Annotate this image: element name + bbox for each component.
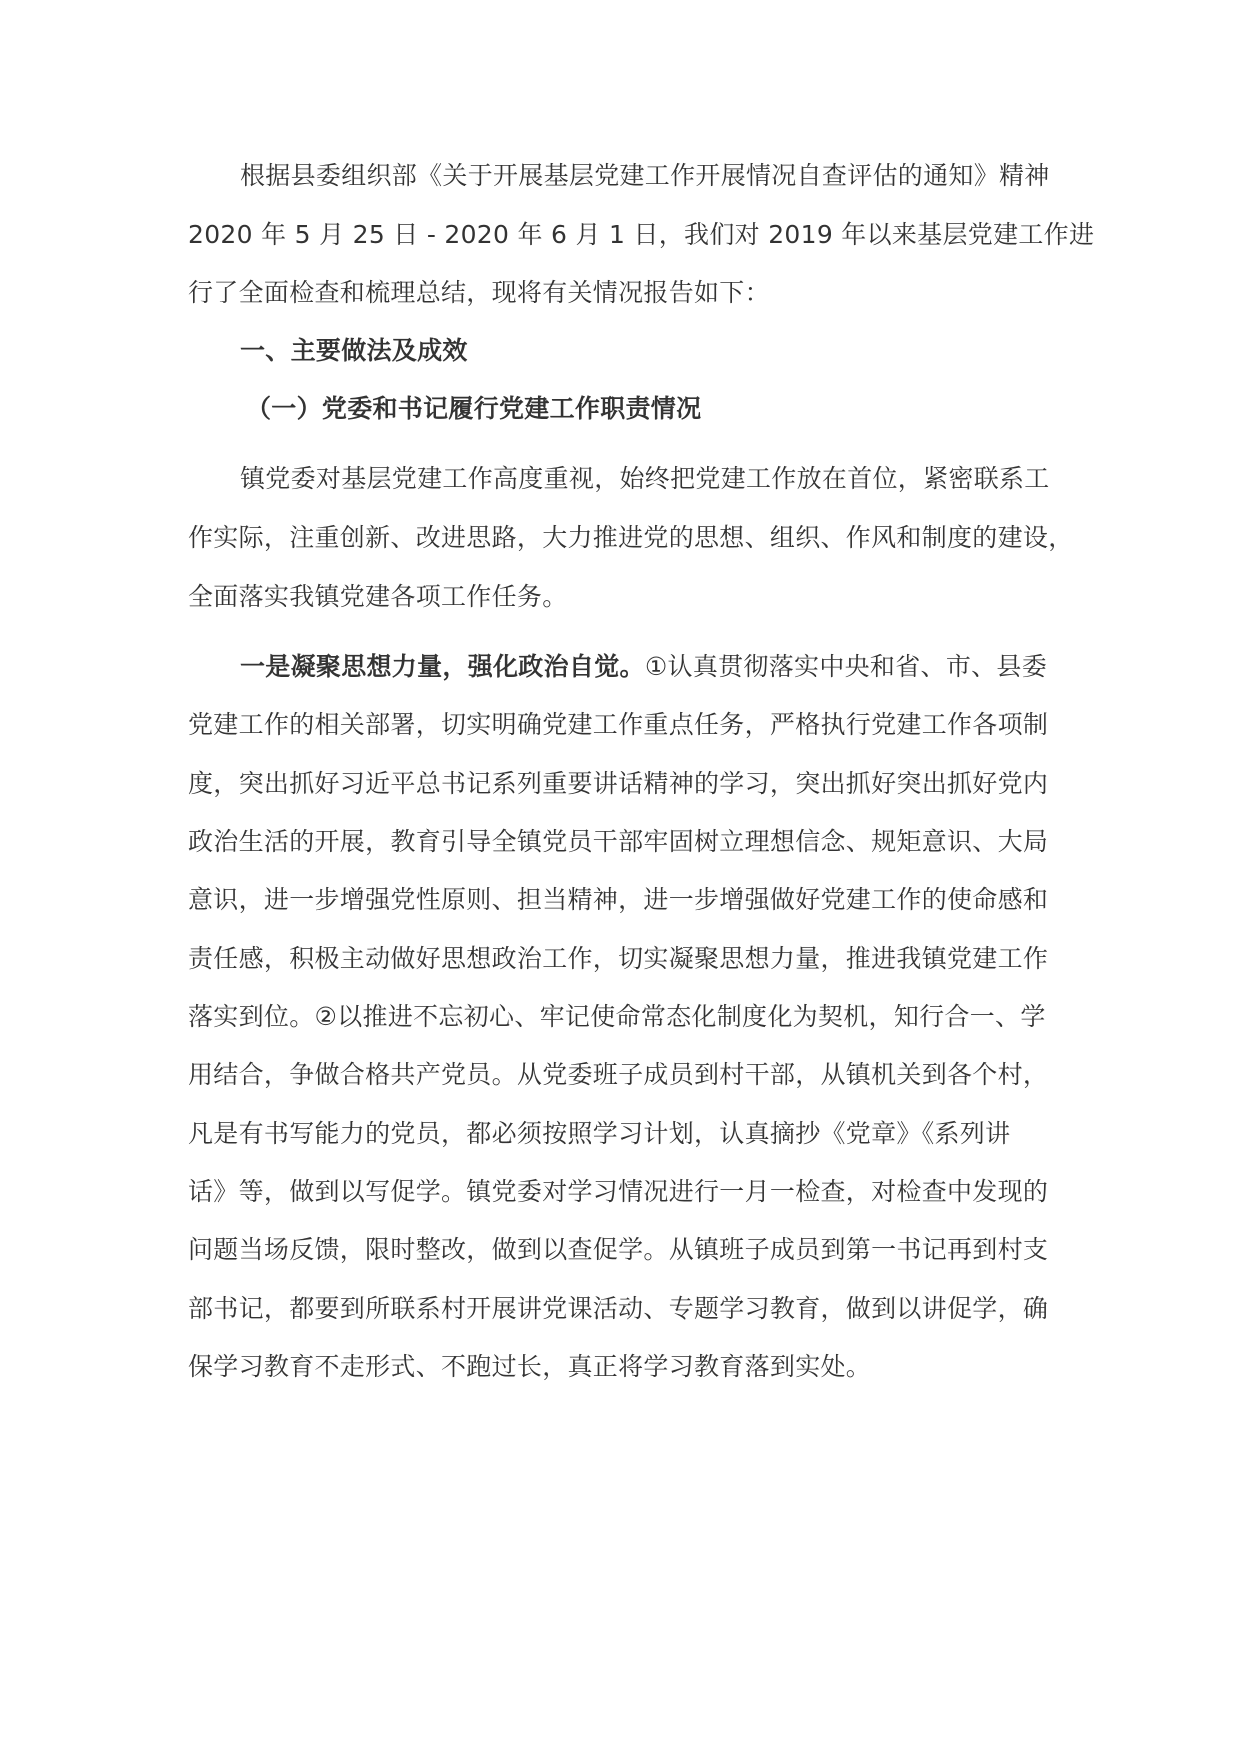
para2-line-1 [240, 650, 1140, 684]
subsection-heading: （一）党委和书记履行党建工作职责情况 [246, 394, 702, 423]
para2-line-4: 政治生活的开展，教育引导全镇党员干部牢固树立理想信念、规矩意识、大局 [188, 827, 1049, 856]
section-heading: 一、主要做法及成效 [240, 336, 468, 365]
intro-line-2: 2020 年 5 月 25 日 - 2020 年 6 月 1 日，我们对 2019 年以来基层党建工作进 [188, 220, 1095, 249]
para2-line-6: 责任感，积极主动做好思想政治工作，切实凝聚思想力量，推进我镇党建工作 [188, 944, 1049, 973]
para2-lead-rest: ①认真贯彻落实中央和省、市、县委 [644, 652, 1048, 681]
para2-lead-bold: 一是凝聚思想力量，强化政治自觉。 [240, 652, 645, 681]
para2-line-2: 党建工作的相关部署，切实明确党建工作重点任务，严格执行党建工作各项制 [188, 710, 1049, 739]
para1-line-3: 全面落实我镇党建各项工作任务。 [188, 582, 568, 611]
para2-line-11: 问题当场反馈，限时整改，做到以查促学。从镇班子成员到第一书记再到村支 [188, 1235, 1049, 1264]
para2-line-12: 部书记，都要到所联系村开展讲党课活动、专题学习教育，做到以讲促学，确 [188, 1294, 1049, 1323]
para2-line-9: 凡是有书写能力的党员，都必须按照学习计划，认真摘抄《党章》《系列讲 [188, 1119, 1011, 1148]
para2-line-7: 落实到位。②以推进不忘初心、牢记使命常态化制度化为契机，知行合一、学 [188, 1002, 1046, 1031]
para2-line-10: 话》等，做到以写促学。镇党委对学习情况进行一月一检查，对检查中发现的 [188, 1177, 1049, 1206]
para2-line-8: 用结合，争做合格共产党员。从党委班子成员到村干部，从镇机关到各个村， [188, 1060, 1049, 1089]
para1-line-2: 作实际，注重创新、改进思路，大力推进党的思想、组织、作风和制度的建设， [188, 523, 1074, 552]
intro-line-3: 行了全面检查和梳理总结，现将有关情况报告如下： [188, 278, 770, 307]
para2-line-3: 度，突出抓好习近平总书记系列重要讲话精神的学习，突出抓好突出抓好党内 [188, 769, 1049, 798]
para2-line-13: 保学习教育不走形式、不跑过长，真正将学习教育落到实处。 [188, 1352, 872, 1381]
para1-line-1: 镇党委对基层党建工作高度重视，始终把党建工作放在首位，紧密联系工 [240, 464, 1050, 493]
para2-line-5: 意识，进一步增强党性原则、担当精神，进一步增强做好党建工作的使命感和 [188, 885, 1049, 914]
intro-line-1: 根据县委组织部《关于开展基层党建工作开展情况自查评估的通知》精神 [240, 161, 1050, 190]
